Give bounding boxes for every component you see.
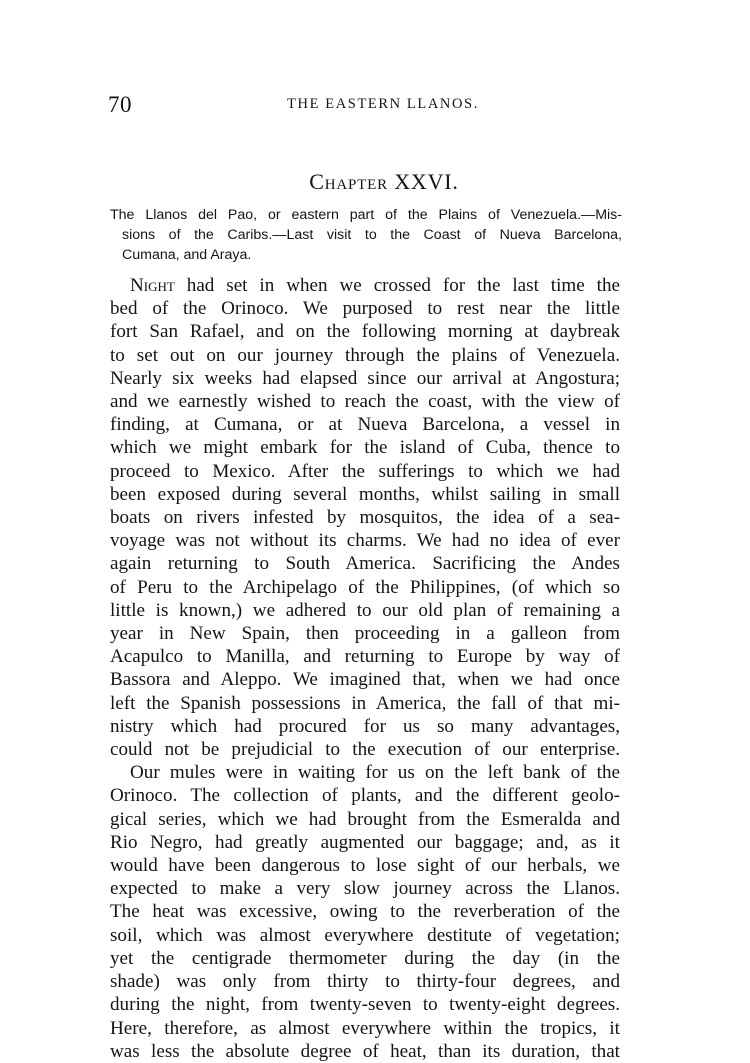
body-line: shade) was only from thirty to thirty-four degrees, and xyxy=(110,971,620,993)
body-line: of Peru to the Archipelago of the Philippines, (of which so xyxy=(110,576,620,598)
body-line: yet the centigrade thermometer during the day (in the xyxy=(110,947,620,969)
body-line: voyage was not without its charms. We had no idea of ever xyxy=(110,530,620,552)
body-line: expected to make a very slow journey across the Llanos. xyxy=(110,878,620,900)
body-line: and we earnestly wished to reach the coast, with the view of xyxy=(110,391,620,413)
summary-line: sions of the Caribs.—Last visit to the Coast of Nueva Barcelona, xyxy=(122,227,622,243)
body-line: Rio Negro, had greatly augmented our baggage; and, as it xyxy=(110,831,620,853)
chapter-label: Chapter xyxy=(309,169,388,194)
body-line: year in New Spain, then proceeding in a galleon from xyxy=(110,623,620,645)
summary-line: Cumana, and Araya. xyxy=(122,247,252,263)
body-line: again returning to South America. Sacrificing the Andes xyxy=(110,553,620,575)
page-number: 70 xyxy=(108,92,132,117)
body-line: fort San Rafael, and on the following morning at daybreak xyxy=(110,321,620,343)
body-line: proceed to Mexico. After the sufferings to which we had xyxy=(110,460,620,482)
body-line: Orinoco. The collection of plants, and the different geolo- xyxy=(110,785,620,807)
running-head: THE EASTERN LLANOS. xyxy=(287,96,479,112)
body-line: left the Spanish possessions in America, the fall of that mi- xyxy=(110,692,620,714)
body-line: which we might embark for the island of Cuba, thence to xyxy=(110,437,620,459)
body-line: boats on rivers infested by mosquitos, the idea of a sea- xyxy=(110,507,620,529)
body-line: soil, which was almost everywhere destitute of vegetation; xyxy=(110,924,620,946)
body-text xyxy=(110,274,620,1063)
opening-line-text: had set in when we crossed for the last time the xyxy=(174,275,620,296)
body-line: Bassora and Aleppo. We imagined that, when we had once xyxy=(110,669,620,691)
body-line: Our mules were in waiting for us on the left bank of the xyxy=(130,762,620,784)
chapter-number: XXVI. xyxy=(394,169,459,194)
body-line: gical series, which we had brought from the Esmeralda and xyxy=(110,808,620,830)
body-line: would have been dangerous to lose sight of our herbals, we xyxy=(110,855,620,877)
body-line: Here, therefore, as almost everywhere within the tropics, it xyxy=(110,1017,620,1039)
body-line: was less the absolute degree of heat, than its duration, that xyxy=(110,1040,620,1062)
body-line: bed of the Orinoco. We purposed to rest near the little xyxy=(110,298,620,320)
body-line: during the night, from twenty-seven to twenty-eight degrees. xyxy=(110,994,620,1016)
body-line: little is known,) we adhered to our old plan of remaining a xyxy=(110,599,620,621)
body-line xyxy=(110,274,620,297)
body-line: Acapulco to Manilla, and returning to Europe by way of xyxy=(110,646,620,668)
body-line: nistry which had procured for us so many advantages, xyxy=(110,715,620,737)
body-line: could not be prejudicial to the execution of our enterprise. xyxy=(110,739,620,761)
summary-line: The Llanos del Pao, or eastern part of the Plains of Venezuela.—Mis- xyxy=(110,207,622,223)
page-header xyxy=(108,92,618,122)
opening-word: Night xyxy=(130,275,175,296)
body-line: Nearly six weeks had elapsed since our arrival at Angostura; xyxy=(110,367,620,389)
body-line: been exposed during several months, whilst sailing in small xyxy=(110,483,620,505)
chapter-title xyxy=(108,169,620,195)
body-line: The heat was excessive, owing to the reverberation of the xyxy=(110,901,620,923)
chapter-summary xyxy=(110,205,622,265)
body-line: to set out on our journey through the plains of Venezuela. xyxy=(110,344,620,366)
body-line: finding, at Cumana, or at Nueva Barcelona, a vessel in xyxy=(110,414,620,436)
